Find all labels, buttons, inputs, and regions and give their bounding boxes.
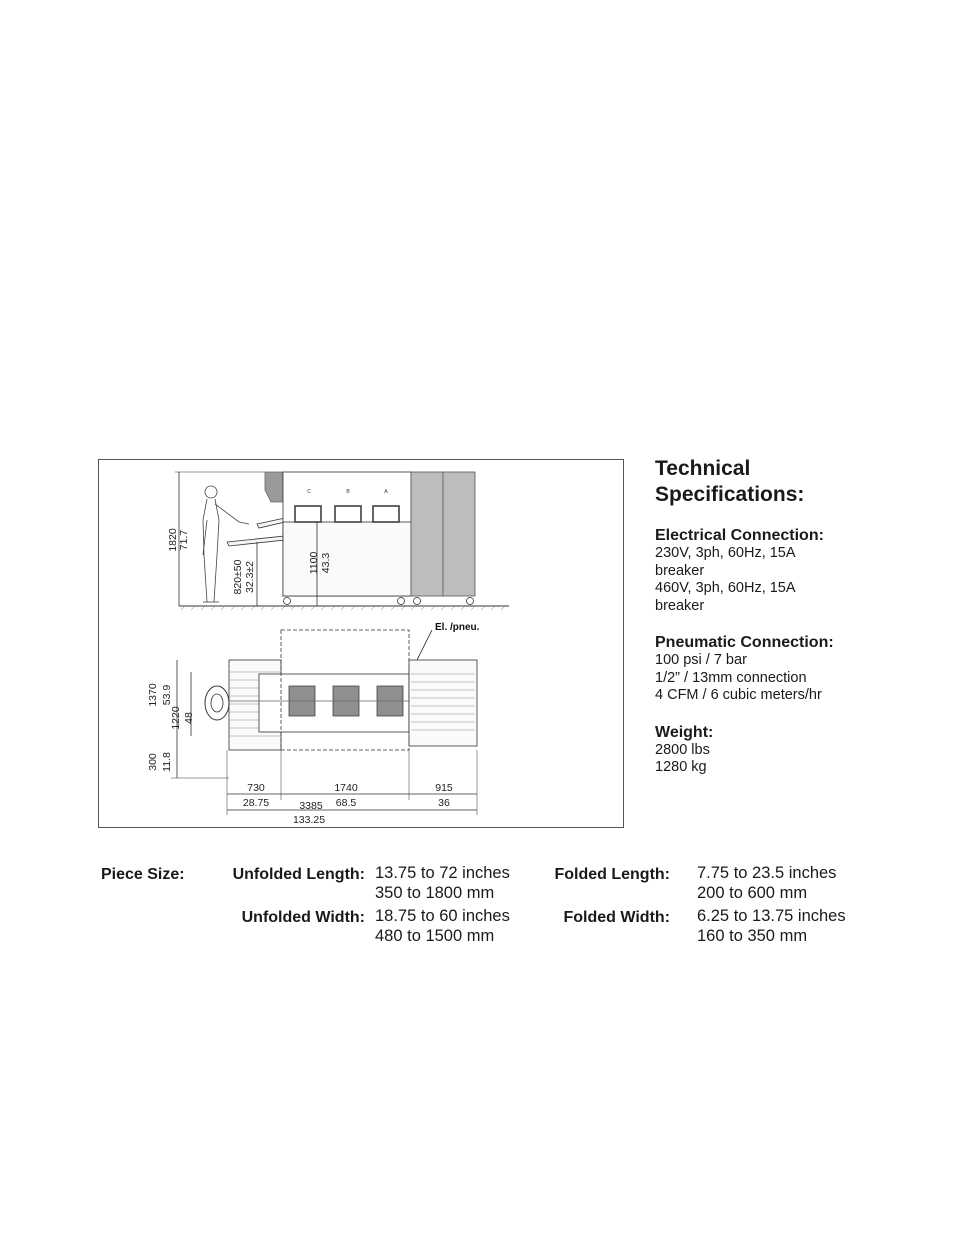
top-view: [171, 630, 477, 815]
dim-offset-mm: 300: [147, 753, 159, 771]
folded-length-label: Folded Length:: [554, 866, 670, 883]
dim-seg3-in: 36: [438, 797, 450, 809]
dim-offset-in: 11.8: [161, 752, 173, 772]
dim-seg3-mm: 915: [435, 782, 453, 794]
station-label-a: A: [384, 489, 388, 495]
section-heading: Weight:: [655, 723, 714, 741]
folded-width-value: 6.25 to 13.75 inches 160 to 350 mm: [697, 907, 846, 945]
spec-line: 230V, 3ph, 60Hz, 15A: [655, 545, 796, 561]
station-label-c: C: [307, 489, 311, 495]
side-view: [175, 472, 509, 610]
dim-inner-mm: 1220: [170, 706, 182, 730]
dim-depth-in: 53.9: [161, 684, 173, 706]
dim-depth-mm: 1370: [147, 683, 159, 707]
station-label-b: B: [346, 489, 350, 495]
electrical-connection: [655, 526, 945, 615]
pneumatic-connection: [655, 633, 945, 705]
unfolded-width-label: Unfolded Width:: [241, 909, 365, 926]
dim-feed-height-in: 32.3±2: [244, 560, 256, 594]
specs-title: Technical Specifications:: [655, 457, 805, 506]
dim-seg1-in: 28.75: [242, 797, 270, 809]
technical-specifications: [655, 456, 945, 795]
weight: [655, 723, 945, 777]
piece-size-table: [0, 858, 954, 958]
dim-inner-in: 48: [183, 712, 195, 724]
dim-seg2-mm: 1740: [334, 782, 358, 794]
dim-seg2-in: 68.5: [335, 797, 357, 809]
piece-size-label: Piece Size:: [101, 866, 185, 883]
technical-drawing: [98, 459, 624, 828]
machine-drawing-svg: [99, 460, 625, 829]
section-heading: Electrical Connection:: [655, 527, 824, 544]
spec-line: breaker: [655, 562, 705, 579]
dim-table-height-in: 43.3: [320, 552, 332, 574]
dim-seg1-mm: 730: [247, 782, 265, 794]
folded-width-label: Folded Width:: [563, 909, 670, 926]
callout-label: El. /pneu.: [435, 622, 480, 633]
spec-line: 2800 lbs: [655, 741, 710, 758]
spec-line: 1/2” / 13mm connection: [655, 669, 807, 686]
unfolded-length-label: Unfolded Length:: [232, 866, 365, 883]
dim-total-in: 133.25: [292, 814, 326, 826]
folded-length-value: 7.75 to 23.5 inches 200 to 600 mm: [697, 864, 837, 902]
unfolded-width-value: 18.75 to 60 inches 480 to 1500 mm: [375, 907, 510, 945]
dim-table-height-mm: 1100: [308, 551, 320, 575]
section-heading: Pneumatic Connection:: [655, 634, 834, 651]
spec-line: 100 psi / 7 bar: [655, 652, 747, 668]
spec-line: breaker: [655, 597, 705, 614]
dim-height-total-in: 71.7: [178, 529, 190, 551]
dim-total-mm: 3385: [299, 800, 323, 812]
spec-line: 460V, 3ph, 60Hz, 15A: [655, 580, 796, 596]
dim-height-total-mm: 1820: [167, 528, 179, 552]
spec-line: 1280 kg: [655, 759, 707, 775]
spec-line: 4 CFM / 6 cubic meters/hr: [655, 687, 822, 703]
unfolded-length-value: 13.75 to 72 inches 350 to 1800 mm: [375, 864, 510, 902]
dim-feed-height-mm: 820±50: [232, 559, 244, 595]
